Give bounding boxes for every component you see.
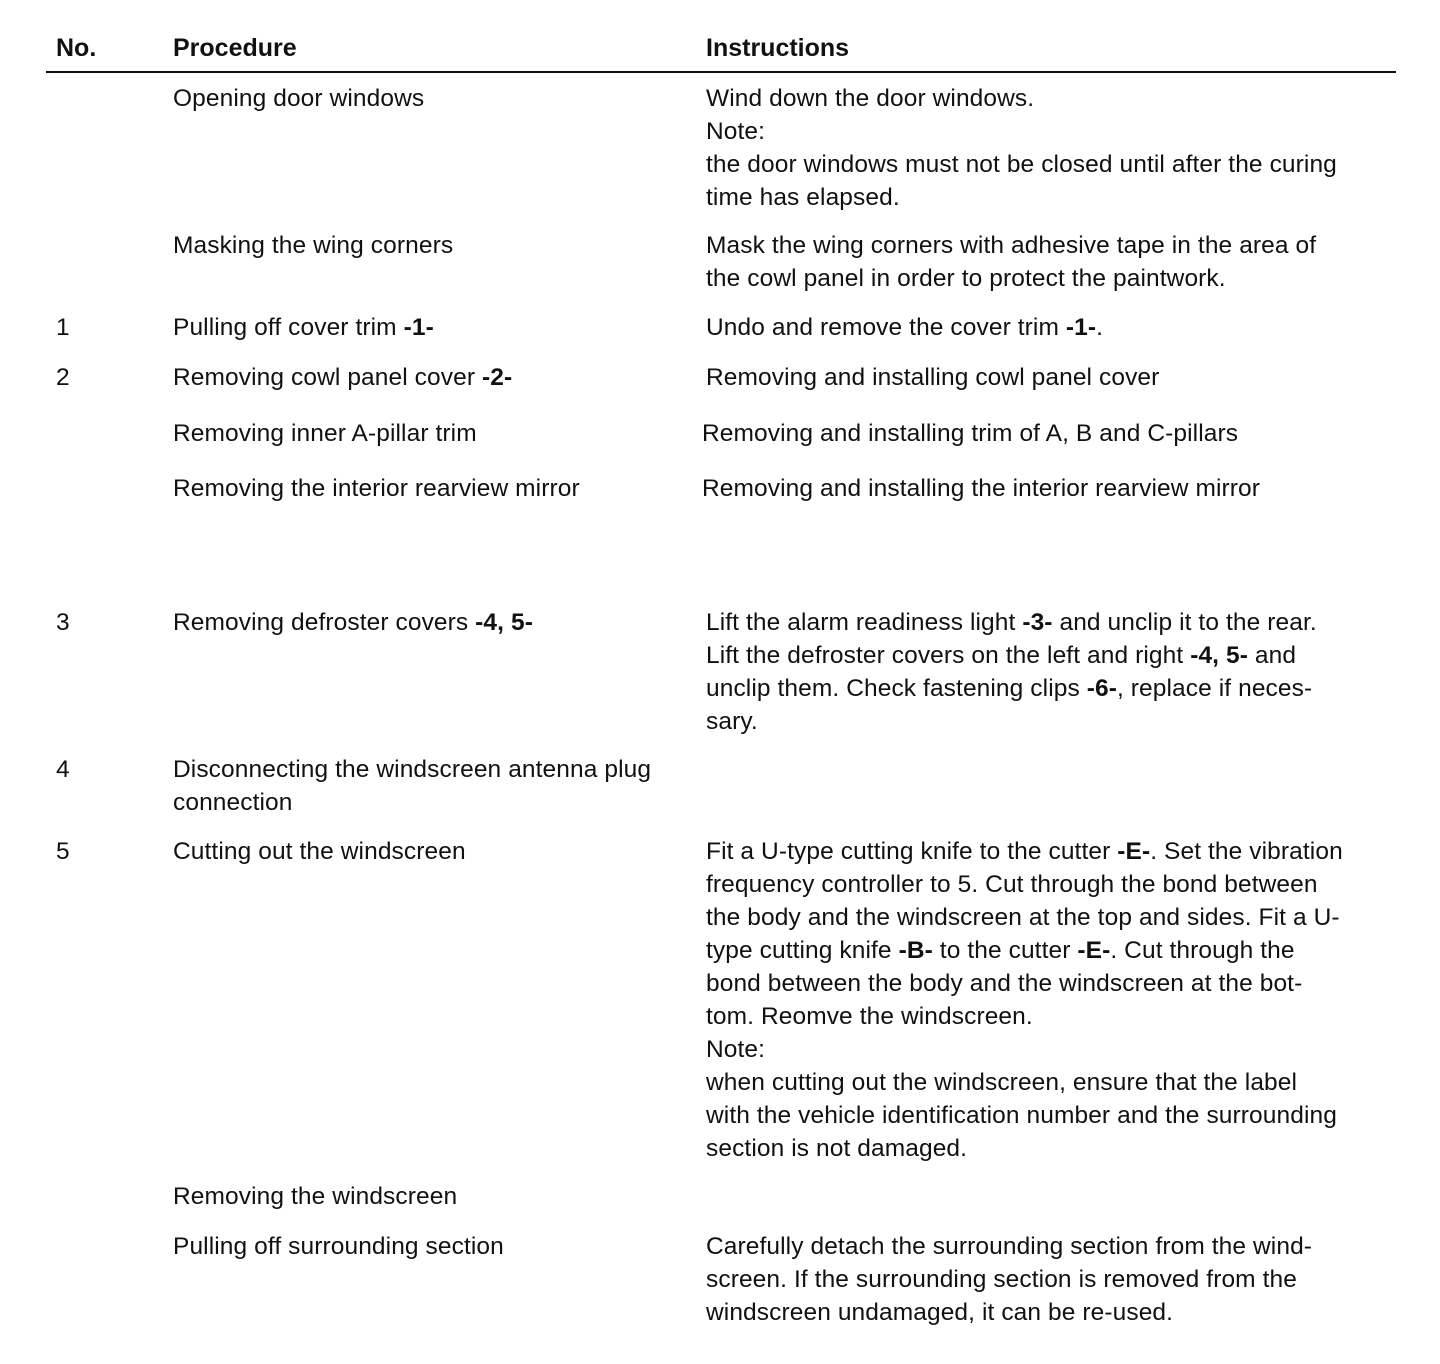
row-number: 5	[56, 838, 70, 865]
instructions-cell	[706, 606, 1396, 738]
text-line: Fit a U-type cutting knife to the cutter -E-. Set the vibration	[706, 838, 1343, 865]
text-line: the cowl panel in order to protect the paintwork.	[706, 265, 1226, 292]
text-line: Cutting out the windscreen	[173, 838, 466, 865]
text-line: Removing the interior rearview mirror	[173, 475, 580, 502]
text-line: the body and the windscreen at the top and sides. Fit a U-	[706, 904, 1340, 931]
row-number: 1	[56, 314, 70, 341]
instructions-cell	[706, 361, 1396, 394]
procedure-cell	[173, 417, 688, 450]
text-line: Pulling off surrounding section	[173, 1233, 504, 1260]
text-line: Note:	[706, 118, 766, 145]
text-line: frequency controller to 5. Cut through the bond between	[706, 871, 1318, 898]
text-line: connection	[173, 789, 293, 816]
procedure-cell	[173, 1180, 688, 1213]
text-line: Disconnecting the windscreen antenna plug	[173, 756, 652, 783]
procedure-cell	[173, 472, 688, 505]
text-line: Masking the wing corners	[173, 232, 454, 259]
text-line: Removing defroster covers -4, 5-	[173, 609, 533, 636]
text-line: sary.	[706, 708, 758, 735]
procedure-cell	[173, 606, 688, 639]
procedure-cell	[173, 311, 688, 344]
text-line: Removing cowl panel cover -2-	[173, 364, 513, 391]
procedure-cell	[173, 82, 688, 115]
text-line: Pulling off cover trim -1-	[173, 314, 434, 341]
text-line: bond between the body and the windscreen at the bot-	[706, 970, 1303, 997]
header-procedure: Procedure	[173, 34, 297, 62]
row-number: 4	[56, 756, 70, 783]
text-line: Note:	[706, 1036, 766, 1063]
text-line: Mask the wing corners with adhesive tape in the area of	[706, 232, 1317, 259]
text-line: with the vehicle identification number and the surrounding	[706, 1102, 1337, 1129]
procedure-cell	[173, 229, 688, 262]
text-line: when cutting out the windscreen, ensure that the label	[706, 1069, 1298, 1096]
text-line: Undo and remove the cover trim -1-.	[706, 314, 1104, 341]
text-line: Removing the windscreen	[173, 1183, 458, 1210]
text-line: type cutting knife -B- to the cutter -E-. Cut through the	[706, 937, 1295, 964]
text-line: the door windows must not be closed until after the curing	[706, 151, 1337, 178]
instructions-cell	[706, 229, 1396, 295]
header-no: No.	[56, 34, 97, 62]
header-rule	[46, 71, 1396, 73]
text-line: windscreen undamaged, it can be re-used.	[706, 1299, 1174, 1326]
text-line: Opening door windows	[173, 85, 425, 112]
text-line: section is not damaged.	[706, 1135, 968, 1162]
procedure-cell	[173, 1230, 688, 1263]
instructions-cell	[706, 311, 1396, 344]
text-line: Carefully detach the surrounding section from the wind-	[706, 1233, 1313, 1260]
text-line: time has elapsed.	[706, 184, 900, 211]
text-line: Removing and installing trim of A, B and C-pillars	[702, 420, 1239, 447]
header-instructions: Instructions	[706, 34, 850, 62]
text-line: Wind down the door windows.	[706, 85, 1035, 112]
text-line: unclip them. Check fastening clips -6-, replace if neces-	[706, 675, 1313, 702]
text-line: Lift the defroster covers on the left and right -4, 5- and	[706, 642, 1297, 669]
procedure-cell	[173, 361, 688, 394]
text-line: tom. Reomve the windscreen.	[706, 1003, 1033, 1030]
text-line: screen. If the surrounding section is removed from the	[706, 1266, 1297, 1293]
row-number: 2	[56, 364, 70, 391]
row-number: 3	[56, 609, 70, 636]
instructions-cell	[706, 835, 1396, 1165]
instructions-cell	[702, 417, 1392, 450]
text-line: Removing and installing cowl panel cover	[706, 364, 1160, 391]
text-line: Removing and installing the interior rearview mirror	[702, 475, 1261, 502]
procedure-cell	[173, 835, 688, 868]
procedure-cell	[173, 753, 688, 819]
instructions-cell	[706, 1230, 1396, 1329]
text-line: Removing inner A-pillar trim	[173, 420, 477, 447]
instructions-cell	[706, 82, 1396, 214]
instructions-cell	[702, 472, 1392, 505]
text-line: Lift the alarm readiness light -3- and unclip it to the rear.	[706, 609, 1317, 636]
